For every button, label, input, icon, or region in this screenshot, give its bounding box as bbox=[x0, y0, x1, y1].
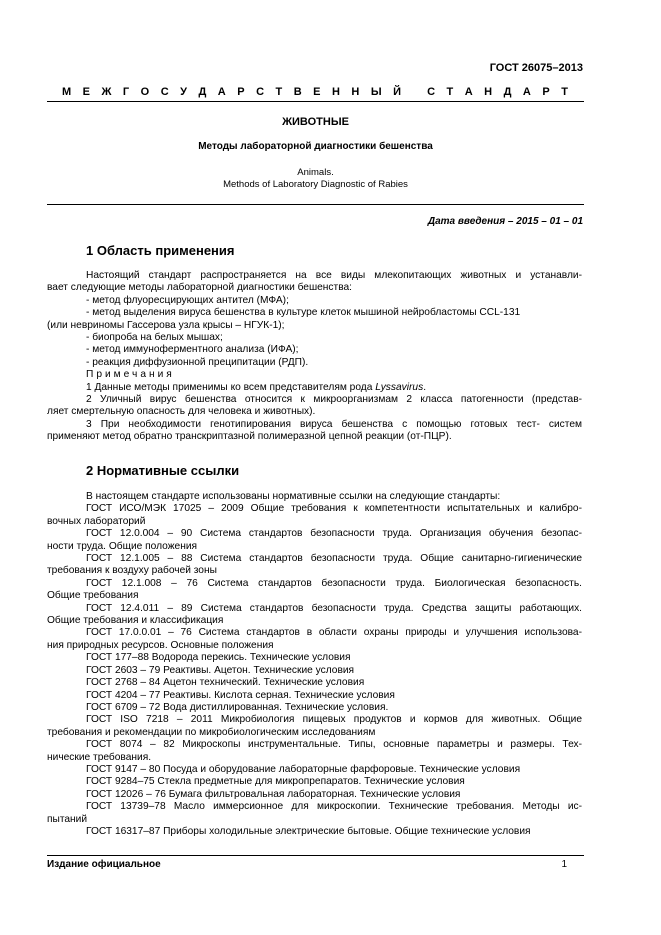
interstate-letter: М bbox=[62, 86, 72, 98]
text-line: ГОСТ ISO 7218 – 2011 Микробиология пищевых продуктов и кормов для животных. Общие bbox=[86, 714, 582, 726]
text-line: ляет смертельную опасность для человека и животных). bbox=[47, 406, 316, 418]
interstate-letter: Т bbox=[561, 86, 568, 98]
text-line: ГОСТ 9147 – 80 Посуда и оборудование лабораторные фарфоровые. Технические условия bbox=[86, 763, 521, 775]
text-line: ГОСТ 12.1.008 – 76 Система стандартов безопасности труда. Биологическая безопасность. bbox=[86, 577, 582, 589]
interstate-letter: Н bbox=[484, 86, 493, 98]
interstate-letter: Й bbox=[393, 86, 402, 98]
section-1-body bbox=[47, 270, 582, 444]
text-line: - реакция диффузионной преципитации (РДП). bbox=[86, 356, 309, 368]
top-rule bbox=[47, 101, 584, 102]
interstate-letter: С bbox=[256, 86, 265, 98]
text-line: Примечания bbox=[86, 369, 175, 381]
title-rule bbox=[47, 204, 584, 205]
text-line: вает следующие методы лабораторной диагностики бешенства: bbox=[47, 282, 352, 294]
text-line: - метод выделения вируса бешенства в культуре клеток мышиной нейробластомы CCL-131 bbox=[86, 307, 521, 319]
text-line: 2 Уличный вирус бешенства относится к микроорганизмам 2 класса патогенности (представ- bbox=[86, 394, 582, 406]
text-line: ГОСТ 12.4.011 – 89 Система стандартов безопасности труда. Средства защиты работающих. bbox=[86, 602, 582, 614]
text-line: - биопроба на белых мышах; bbox=[86, 332, 223, 344]
interstate-letter: А bbox=[522, 86, 531, 98]
interstate-letter: Е bbox=[313, 86, 321, 98]
text-line: ГОСТ 13739–78 Масло иммерсионное для микроскопии. Технические требования. Методы ис- bbox=[86, 801, 582, 813]
interstate-letter: Р bbox=[237, 86, 245, 98]
text-line: ГОСТ 9284–75 Стекла предметные для микропрепаратов. Технические условия bbox=[86, 776, 465, 788]
text-line: 3 При необходимости генотипирования вируса бешенства с помощью готовых тест- систем bbox=[86, 418, 582, 430]
text-line: ГОСТ 2768 – 84 Ацетон технический. Технические условия bbox=[86, 677, 365, 689]
text-line: (или невриномы Гассерова узла крысы – НГУК-1); bbox=[47, 319, 285, 331]
text-line: ГОСТ 8074 – 82 Микроскопы инструментальные. Типы, основные параметры и размеры. Тех- bbox=[86, 739, 582, 751]
english-title bbox=[47, 167, 584, 191]
interstate-letter: А bbox=[217, 86, 226, 98]
interstate-letter: А bbox=[464, 86, 473, 98]
text-line: требования и рекомендации по микробиологическим исследованиям bbox=[47, 726, 376, 738]
text-line: применяют метод обратно транскриптазной полимеразной цепной реакции (от-ПЦР). bbox=[47, 431, 452, 443]
text-line: 1 Данные методы применимы ко всем представителям рода Lyssavirus. bbox=[86, 381, 427, 393]
interstate-letter: Р bbox=[542, 86, 550, 98]
text-line: ГОСТ 2603 – 79 Реактивы. Ацетон. Технические условия bbox=[86, 664, 355, 676]
footer-rule bbox=[47, 855, 584, 856]
interstate-letter: С bbox=[427, 86, 436, 98]
text-line: нические требования. bbox=[47, 751, 152, 763]
interstate-standard-heading bbox=[62, 86, 568, 98]
introduction-date: Дата введения – 2015 – 01 – 01 bbox=[427, 216, 583, 227]
text-line: ГОСТ 12.0.004 – 90 Система стандартов безопасности труда. Организация обучения безопас- bbox=[86, 528, 582, 540]
text-line: Общие требования и классификация bbox=[47, 615, 224, 627]
text-line: ГОСТ 17.0.0.01 – 76 Система стандартов в области охраны природы и улучшения использова- bbox=[86, 627, 582, 639]
text-line: ГОСТ 12.1.005 – 88 Система стандартов безопасности труда. Общие санитарно-гигиенические bbox=[86, 553, 582, 565]
page-number: 1 bbox=[561, 859, 567, 870]
text-line: ГОСТ 4204 – 77 Реактивы. Кислота серная. Технические условия bbox=[86, 689, 395, 701]
text-line: ГОСТ 16317–87 Приборы холодильные электрические бытовые. Общие технические условия bbox=[86, 825, 531, 837]
interstate-letter: О bbox=[140, 86, 150, 98]
english-title-line-2: Methods of Laboratory Diagnostic of Rabies bbox=[223, 179, 408, 190]
interstate-letter: В bbox=[293, 86, 302, 98]
text-line: ГОСТ 12026 – 76 Бумага фильтровальная лабораторная. Технические условия bbox=[86, 788, 461, 800]
document-code: ГОСТ 26075–2013 bbox=[489, 62, 583, 74]
interstate-letter: Н bbox=[351, 86, 360, 98]
text-line: В настоящем стандарте использованы нормативные ссылки на следующие стандарты: bbox=[86, 491, 501, 502]
interstate-letter: Т bbox=[446, 86, 454, 98]
text-line: ности труда. Общие положения bbox=[47, 540, 198, 552]
interstate-letter: Д bbox=[198, 86, 207, 98]
edition-label: Издание официальное bbox=[47, 859, 161, 870]
interstate-letter: Д bbox=[503, 86, 512, 98]
interstate-letter: Ы bbox=[370, 86, 382, 98]
standard-subtitle: Методы лабораторной диагностики бешенства bbox=[198, 141, 433, 152]
text-line: - метод флуоресцирующих антител (МФА); bbox=[86, 294, 289, 306]
text-line: ния природных ресурсов. Основные положения bbox=[47, 639, 274, 651]
text-line: Общие требования bbox=[47, 590, 139, 602]
standard-title: ЖИВОТНЫЕ bbox=[282, 116, 349, 128]
text-line: ГОСТ 177–88 Водорода перекись. Технические условия bbox=[86, 652, 351, 664]
english-title-line-1: Animals. bbox=[297, 167, 334, 178]
interstate-letter: У bbox=[180, 86, 187, 98]
interstate-letter: Т bbox=[275, 86, 283, 98]
text-line: ГОСТ 6709 – 72 Вода дистиллированная. Технические условия. bbox=[86, 701, 389, 713]
interstate-letter: С bbox=[160, 86, 169, 98]
interstate-letter bbox=[413, 86, 416, 98]
text-line: пытаний bbox=[47, 813, 88, 825]
text-line: требования к воздуху рабочей зоны bbox=[47, 565, 217, 577]
text-line: Настоящий стандарт распространяется на все виды млекопитающих животных и устанавли- bbox=[86, 270, 582, 281]
text-line: ГОСТ ИСО/МЭК 17025 – 2009 Общие требования к компетентности испытательных и калибро- bbox=[86, 503, 582, 515]
text-line: - метод иммуноферментного анализа (ИФА); bbox=[86, 344, 299, 356]
section-1-heading: 1 Область применения bbox=[86, 243, 235, 258]
interstate-letter: Ж bbox=[101, 86, 112, 98]
interstate-letter: Е bbox=[82, 86, 90, 98]
section-2-heading: 2 Нормативные ссылки bbox=[86, 463, 240, 478]
interstate-letter: Н bbox=[331, 86, 340, 98]
interstate-letter: Г bbox=[122, 86, 130, 98]
text-line: вочных лабораторий bbox=[47, 515, 146, 527]
section-2-body bbox=[47, 491, 582, 838]
